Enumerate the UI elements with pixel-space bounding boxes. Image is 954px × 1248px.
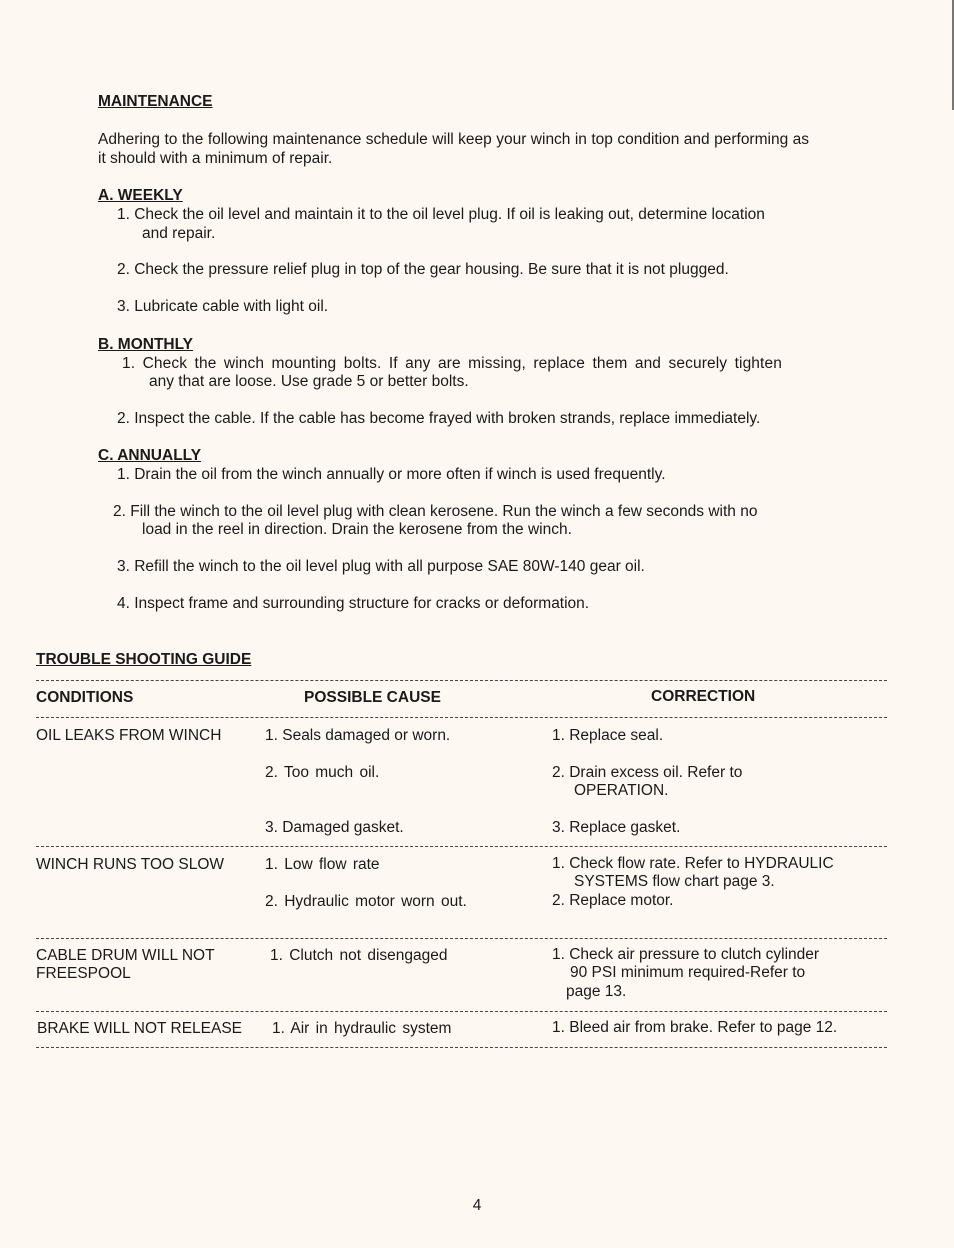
annually-item-2: 2. Fill the winch to the oil level plug with clean kerosene. Run the winch a few seconds with no	[113, 503, 758, 520]
column-header-correction: CORRECTION	[651, 688, 756, 705]
maintenance-intro: Adhering to the following maintenance schedule will keep your winch in top condition and performing as it should with a minimum of repair.	[98, 131, 809, 167]
table-row-2-rule	[36, 938, 887, 939]
table-row-1-rule	[36, 846, 887, 847]
table-row-1-correction-3: 3. Replace gasket.	[552, 819, 681, 836]
table-row-2-correction-2: 2. Replace motor.	[552, 892, 674, 909]
table-row-3-condition: CABLE DRUM WILL NOT	[36, 947, 215, 964]
weekly-item-1-cont: and repair.	[142, 225, 216, 242]
annually-item-2-cont: load in the reel in direction. Drain the kerosene from the winch.	[142, 521, 572, 538]
annually-item-1: 1. Drain the oil from the winch annually or more often if winch is used frequently.	[117, 466, 666, 483]
monthly-item-2: 2. Inspect the cable. If the cable has become frayed with broken strands, replace immediately.	[117, 410, 761, 427]
table-row-2-cause-2: 2. Hydraulic motor worn out.	[265, 893, 467, 910]
table-row-3-correction-1-cont: 90 PSI minimum required-Refer to	[570, 964, 806, 981]
table-row-4-correction-1: 1. Bleed air from brake. Refer to page 12.	[552, 1019, 838, 1036]
table-row-4-cause-1: 1. Air in hydraulic system	[272, 1020, 452, 1037]
table-row-1-cause-1: 1. Seals damaged or worn.	[265, 727, 451, 744]
table-row-3-rule	[36, 1011, 887, 1012]
annually-item-3: 3. Refill the winch to the oil level plug with all purpose SAE 80W-140 gear oil.	[117, 558, 645, 575]
monthly-heading: B. MONTHLY	[98, 336, 194, 353]
table-row-4-condition: BRAKE WILL NOT RELEASE	[37, 1020, 243, 1037]
table-row-1-cause-2: 2. Too much oil.	[265, 764, 380, 781]
weekly-item-2: 2. Check the pressure relief plug in top of the gear housing. Be sure that it is not plugged.	[117, 261, 729, 278]
table-row-3-cause-1: 1. Clutch not disengaged	[270, 947, 448, 964]
monthly-item-1: 1. Check the winch mounting bolts. If any are missing, replace them and securely tighten	[122, 355, 782, 372]
page-number: 4	[472, 1197, 482, 1214]
table-row-2-cause-1: 1. Low flow rate	[265, 856, 380, 873]
weekly-item-1: 1. Check the oil level and maintain it to the oil level plug. If oil is leaking out, determine location	[117, 206, 765, 223]
table-header-rule	[36, 717, 887, 718]
table-row-1-cause-3: 3. Damaged gasket.	[265, 819, 404, 836]
troubleshooting-heading: TROUBLE SHOOTING GUIDE	[36, 651, 252, 668]
maintenance-heading: MAINTENANCE	[98, 93, 213, 110]
column-header-conditions: CONDITIONS	[36, 689, 134, 706]
table-row-2-correction-1-cont: SYSTEMS flow chart page 3.	[574, 873, 775, 890]
weekly-heading: A. WEEKLY	[98, 187, 183, 204]
table-row-1-correction-1: 1. Replace seal.	[552, 727, 664, 744]
table-row-1-condition: OIL LEAKS FROM WINCH	[36, 727, 222, 744]
table-row-1-correction-2: 2. Drain excess oil. Refer to	[552, 764, 743, 781]
table-row-2-condition: WINCH RUNS TOO SLOW	[36, 856, 225, 873]
annually-item-4: 4. Inspect frame and surrounding structure for cracks or deformation.	[117, 595, 590, 612]
monthly-item-1-cont: any that are loose. Use grade 5 or better bolts.	[149, 373, 469, 390]
table-row-3-correction-1-cont-2: page 13.	[566, 983, 627, 1000]
annually-heading: C. ANNUALLY	[98, 447, 202, 464]
table-row-2-correction-1: 1. Check flow rate. Refer to HYDRAULIC	[552, 855, 834, 872]
table-row-1-correction-2-cont: OPERATION.	[574, 782, 669, 799]
table-bottom-rule	[36, 1047, 887, 1048]
table-row-3-correction-1: 1. Check air pressure to clutch cylinder	[552, 946, 820, 963]
weekly-item-3: 3. Lubricate cable with light oil.	[117, 298, 329, 315]
column-header-possible-cause: POSSIBLE CAUSE	[304, 689, 441, 706]
table-row-3-condition-cont: FREESPOOL	[36, 965, 131, 982]
table-top-rule	[36, 680, 887, 681]
